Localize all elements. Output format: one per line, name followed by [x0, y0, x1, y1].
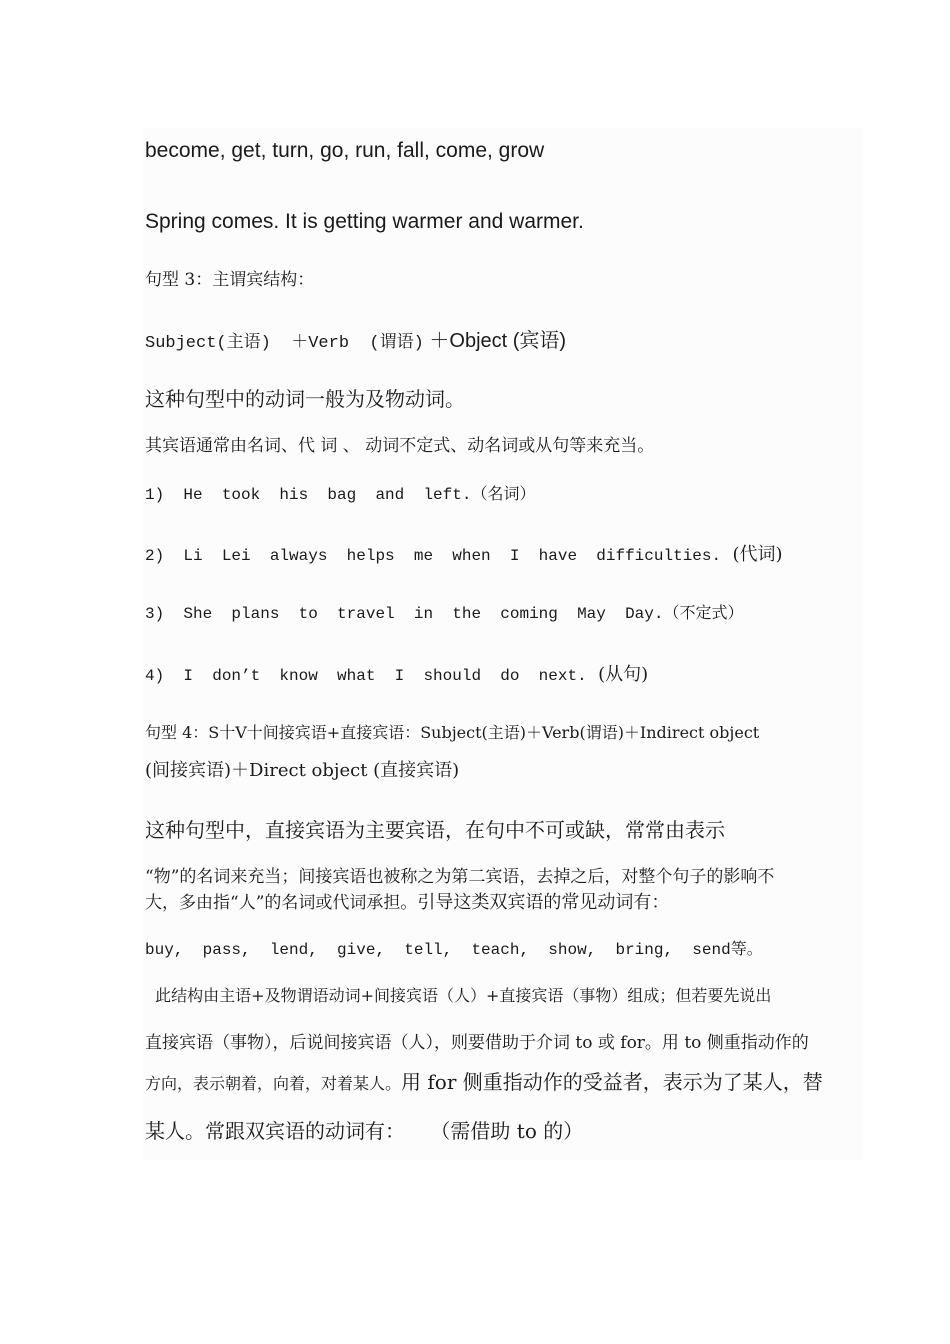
example-4-text: 4) I don’t know what I should do next.	[145, 667, 587, 685]
example-2-pronoun	[145, 546, 783, 564]
example-2-label: (代词)	[721, 544, 783, 565]
double-object-verbs-heading: 某人。常跟双宾语的动词有： （需借助 to 的）	[145, 1119, 584, 1143]
indirect-object-note-cont	[145, 894, 669, 912]
direct-object-note: 这种句型中，直接宾语为主要宾语，在句中不可或缺，常常由表示	[145, 818, 725, 842]
svo-formula-part-2: ＋Object (宾语)	[423, 330, 567, 352]
structure-note-line-2: 直接宾语（事物），后说间接宾语（人），则要借助于介词 to 或 for。用 to 侧重指动作的	[145, 1033, 809, 1053]
example-3-infinitive: 3) She plans to travel in the coming May Day.（不定式）	[145, 605, 744, 623]
linking-verbs-line: become, get, turn, go, run, fall, come, grow	[145, 139, 545, 162]
pattern-3-heading: 句型 3：主谓宾结构：	[145, 270, 315, 290]
pattern-4-heading: 句型 4：S十V十间接宾语+直接宾语：Subject(主语)＋Verb(谓语)＋Indirect object	[145, 723, 760, 742]
indirect-object-note-cont-b: 引导这类双宾语的常见动词有：	[417, 892, 670, 913]
example-1-noun: 1) He took his bag and left.（名词）	[145, 486, 536, 504]
structure-note-line-1: 此结构由主语+及物谓语动词+间接宾语（人）+直接宾语（事物）组成；但若要先说出	[145, 986, 772, 1005]
example-4-label: (从句)	[586, 664, 649, 685]
structure-note-line-3-a: 方向，表示朝着，向着，对着某人。	[145, 1074, 402, 1093]
double-object-verbs-list: buy, pass, lend, give, tell, teach, show, bring, send等。	[145, 941, 763, 959]
transitive-verb-note: 这种句型中的动词一般为及物动词。	[145, 387, 465, 411]
indirect-object-note-cont-a: 大，多由指“人”的名词或代词承担。	[145, 893, 418, 913]
example-4-clause	[145, 666, 648, 684]
svo-formula-line	[145, 331, 566, 352]
svo-formula-part-1: Subject(主语) ＋Verb (谓语)	[145, 334, 424, 353]
structure-note-line-3-b: 用 for 侧重指动作的受益者，表示为了某人，替	[401, 1070, 823, 1094]
object-forms-note: 其宾语通常由名词、代 词 、 动词不定式、动名词或从句等来充当。	[145, 436, 655, 456]
indirect-object-note: “物”的名词来充当；间接宾语也被称之为第二宾语，去掉之后，对整个句子的影响不	[145, 867, 775, 887]
pattern-4-heading-cont: (间接宾语)＋Direct object (直接宾语)	[145, 760, 460, 781]
example-2-text: 2) Li Lei always helps me when I have difficulties.	[145, 547, 722, 565]
structure-note-line-3	[145, 1072, 823, 1092]
example-spring-line: Spring comes. It is getting warmer and warmer.	[145, 210, 584, 233]
